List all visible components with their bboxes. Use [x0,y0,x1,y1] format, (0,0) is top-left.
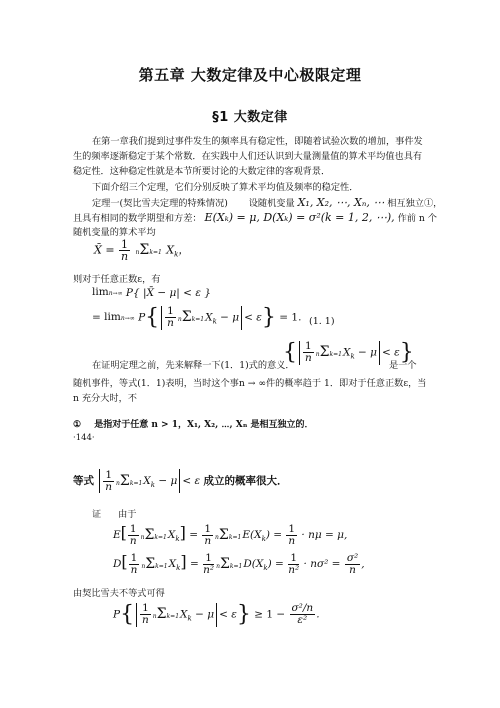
mean-formula: X̄ = $\frac{1}{n}$ nΣk=1 $X_k$， [94,238,190,263]
chapter-title: 第五章 大数定律及中心极限定理 [138,66,362,84]
proof-label: 证 [92,509,102,520]
theorem-vars: X₁, X₂, ⋯, Xₙ, ⋯ [297,196,385,209]
footnote-mark: ① [73,420,82,430]
theorem-text-b: 相互独立①， [387,198,443,209]
explain-text-b: 是一个 [389,360,417,371]
theorem-line-2 [73,210,437,226]
proof-line [92,507,136,522]
theorem-label: 定理一(契比雪夫定理的特殊情况) [92,198,228,209]
proof-text: 由于 [118,509,137,520]
lower-equation-line: 等式 $\frac{1}{n}$ $n\Sigma k=1X_k - \mu < \varepsilon$ 成立的概率很大． [73,468,288,493]
theorem-text-a: 设随机变量 [248,198,295,209]
lower-equation-suffix: 成立的概率很大． [203,475,288,487]
footnote-text: 是指对于任意 n > 1，X₁, X₂, ⋯, Xₙ 是相互独立的． [94,420,314,430]
theorem-moments: E(Xₖ) = μ, D(Xₖ) = σ²(k = 1, 2, ⋯), [204,211,395,224]
limit-equation-line2: = limn→∞ P{ $\frac{1}{n}$ $n\Sigma k=1X_k - \mu < \varepsilon\} = 1$. [92,305,302,330]
theorem-line-1 [92,195,442,211]
lower-equation-prefix: 等式 [73,475,94,487]
chebyshev-inequality: P{ $\frac{1}{n}$ $n\Sigma k=1X_k - \mu < \varepsilon\} \ge 1$ − $\frac{\text{σ²/n}}{\text{ε²}}$ . [113,602,320,627]
mean-lhs: X̄ = [94,243,115,257]
section-title: §1 大数定律 [212,110,288,125]
expectation-equation: E[ $\frac{1}{n}$ $n\Sigma k=1X_k$] = $\frac{1}{n}$ $n\Sigma k=1E(X_k)$ = $\frac{1}{n}$ · nμ = μ, [113,522,348,547]
then-text: 则对于任意正数ε，有 [73,274,161,285]
chebyshev-text: 由契比雪夫不等式可得 [73,588,165,599]
equation-number: (1. 1) [309,316,335,327]
page-number: ·144· [73,433,95,443]
explain-line-2: 随机事件，等式(1．1)表明，当时这个事n → ∞件的概率趋于 1．即对于任意正数ε，当 [73,378,427,389]
theorem-line2-a: 且具有相同的数学期望和方差： [73,213,202,224]
theorem-line2-b: 作前 n 个 [397,213,437,224]
limit-equation-line1: limn→∞ P{ |X̄ − μ| < ε } [92,286,211,299]
footnote [73,417,314,430]
event-expression: { $\frac{1}{n}$ $n\Sigma k=1X_k - \mu < \varepsilon$} [283,340,414,365]
theorem-line-3: 随机变量的算术平均 [73,227,156,238]
explain-text-a: 在证明定理之前，先来解释一下(1．1)式的意义． [92,360,295,371]
variance-equation: D[ $\frac{1}{n}$ $n\Sigma k=1X_k$] = $\frac{1}{\text{n²}}$ $n\Sigma k=1D(X_k)$ = $\frac{1}{\text{n²}}$ · nσ² = $\frac{\text{σ²}}{n}$ , [113,551,365,576]
intro-paragraph: 在第一章我们提到过事件发生的频率具有稳定性，即随着试验次数的增加，事件发生的频率逐渐稳定于某个常数．在实践中人们还认识到大量测量值的算术平均值也具有稳定性．这种稳定性就是本节所要讨论的大数定律的客观背景． [73,136,423,177]
explain-line-3: n 充分大时，不 [73,393,137,404]
explain-line-1 [92,358,295,373]
overview-paragraph: 下面介绍三个定理，它们分别反映了算术平均值及频率的稳定性． [92,182,359,193]
